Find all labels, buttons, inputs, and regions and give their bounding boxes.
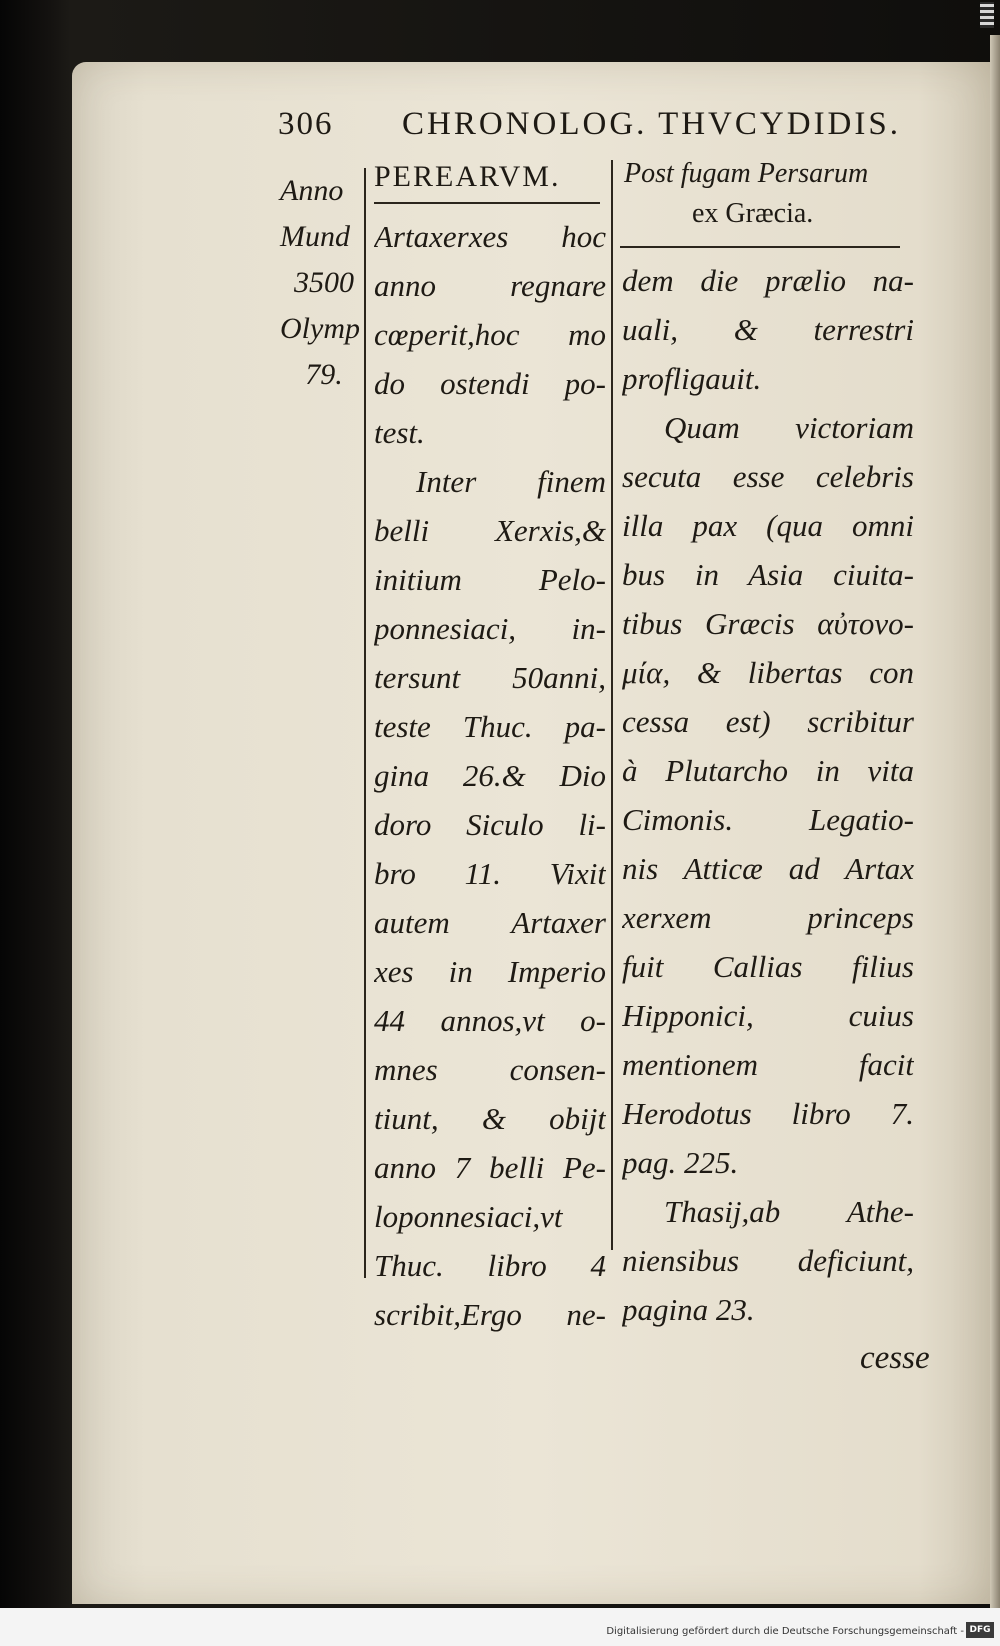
text-line: do ostendi po-: [374, 366, 606, 401]
text-line: profligauit.: [622, 361, 762, 396]
heading-underline: [620, 246, 900, 248]
text-line: Herodotus libro 7.: [622, 1096, 914, 1131]
text-line: μία, & libertas con: [622, 655, 914, 690]
heading-underline: [374, 202, 600, 204]
margin-line: Anno: [280, 174, 344, 207]
text-line: gina 26.& Dio: [374, 758, 606, 793]
margin-line: Olymp: [280, 312, 360, 345]
text-line: pagina 23.: [622, 1292, 755, 1327]
text-line: Quam victoriam: [664, 410, 914, 445]
text-line: initium Pelo-: [374, 562, 606, 597]
column-divider-rule: [611, 160, 613, 1250]
text-line: tiunt, & obijt: [374, 1101, 606, 1136]
column2-heading-line1: Post fugam Persarum: [624, 158, 869, 189]
text-line: dem die prælio na-: [622, 263, 914, 298]
text-line: ponnesiaci, in-: [374, 611, 606, 646]
text-line: anno regnare: [374, 268, 606, 303]
text-line: mnes consen-: [374, 1052, 606, 1087]
margin-line: 3500: [294, 266, 354, 299]
text-line: Thuc. libro 4: [374, 1248, 606, 1283]
text-line: autem Artaxer: [374, 905, 606, 940]
running-title: CHRONOLOG. THVCYDIDIS.: [402, 106, 901, 142]
text-line: pag. 225.: [622, 1145, 739, 1180]
book-spine-edge: [990, 35, 1000, 1610]
text-line: scribit,Ergo ne-: [374, 1297, 606, 1332]
column2-text: [622, 256, 914, 1334]
text-line: loponnesiaci,vt: [374, 1199, 563, 1234]
text-line: niensibus deficiunt,: [622, 1243, 914, 1278]
text-line: cœperit,hoc mo: [374, 317, 606, 352]
text-line: à Plutarcho in vita: [622, 753, 914, 788]
text-line: illa pax (qua omni: [622, 508, 914, 543]
text-line: Cimonis. Legatio-: [622, 802, 914, 837]
margin-column-rule: [364, 168, 366, 1278]
margin-year-note: [280, 168, 376, 398]
text-line: xerxem princeps: [622, 900, 914, 935]
text-line: secuta esse celebris: [622, 459, 914, 494]
dfg-logo: DFG: [966, 1622, 994, 1638]
text-line: belli Xerxis,&: [374, 513, 606, 548]
text-line: mentionem facit: [622, 1047, 914, 1082]
text-line: Hipponici, cuius: [622, 998, 914, 1033]
text-line: tersunt 50anni,: [374, 660, 606, 695]
text-line: tibus Græcis αὐτονο-: [622, 606, 914, 641]
running-head: [278, 100, 978, 152]
text-line: uali, & terrestri: [622, 312, 914, 347]
text-line: Artaxerxes hoc: [374, 219, 606, 254]
text-line: anno 7 belli Pe-: [374, 1150, 606, 1185]
page-number: 306: [278, 106, 334, 142]
text-line: bro 11. Vixit: [374, 856, 606, 891]
margin-line: Mund: [280, 220, 350, 253]
column1-text: [374, 212, 606, 1339]
text-line: 44 annos,vt o-: [374, 1003, 606, 1038]
column1-heading: PEREARVM.: [374, 160, 561, 193]
text-line: teste Thuc. pa-: [374, 709, 606, 744]
catchword: cesse: [860, 1340, 930, 1376]
text-line: test.: [374, 415, 425, 450]
text-line: xes in Imperio: [374, 954, 606, 989]
text-line: Inter finem: [416, 464, 606, 499]
text-line: bus in Asia ciuita-: [622, 557, 914, 592]
text-line: nis Atticæ ad Artax: [622, 851, 914, 886]
scan-calibration-mark: [980, 2, 994, 28]
text-line: doro Siculo li-: [374, 807, 606, 842]
text-line: fuit Callias filius: [622, 949, 914, 984]
text-line: cessa est) scribitur: [622, 704, 914, 739]
margin-line: 79.: [305, 358, 343, 391]
text-line: Thasij,ab Athe-: [664, 1194, 914, 1229]
funding-credit: Digitalisierung gefördert durch die Deutsche Forschungsgemeinschaft -: [606, 1626, 964, 1637]
column2-heading-line2: ex Græcia.: [692, 198, 814, 229]
